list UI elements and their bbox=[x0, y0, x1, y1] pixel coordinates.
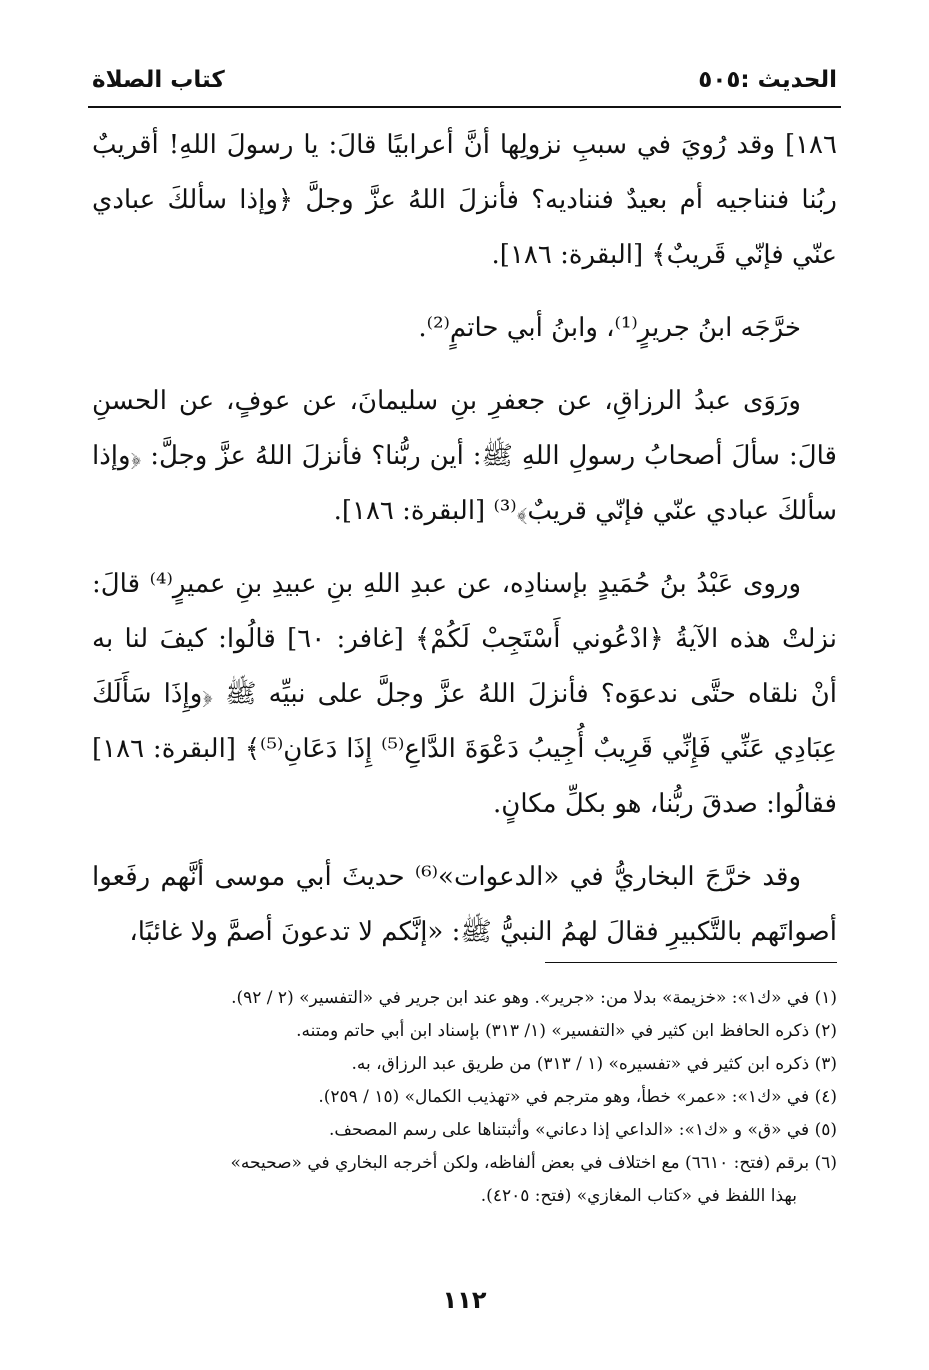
footnote-2: (٢) ذكره الحافظ ابن كثير في «التفسير» (١/ ٣١٣) بإسناد ابن أبي حاتم ومتنه. bbox=[296, 1021, 837, 1041]
book-title: كتاب الصلاة bbox=[92, 67, 225, 93]
paragraph: وروى عَبْدُ بنُ حُمَيدٍ بإسنادِه، عن عبدِ اللهِ بنِ عبيدِ بنِ عميرٍ⁽⁴⁾ قالَ: نزلتْ هذه الآيةُ ﴿ادْعُوني أَسْتَجِبْ لَكُمْ﴾ [غافر: ٦٠] قالُوا: كيفَ لنا به أنْ نلقاه حتَّى ندعوَه؟ فأنزلَ اللهُ عزَّ وجلَّ على نبيِّه ﷺ ﴿وإِذَا سَأَلَكَ عِبَادِي عَنِّي فَإِنِّي قَرِيبٌ أُجِيبُ دَعْوَةَ الدَّاعِ⁽⁵⁾ إِذَا دَعَانِ⁽⁵⁾﴾ [البقرة: ١٨٦] فقالُوا: صدقَ ربُّنا، هو بكلِّ مكانٍ. bbox=[92, 569, 837, 819]
paragraph: وقد خرَّجَ البخاريُّ في «الدعوات»⁽⁶⁾ حديثَ أبي موسى أنَّهم رفَعوا أصواتَهم بالتَّكبيرِ فقالَ لهمُ النبيُّ ﷺ: «إنَّكم لا تدعونَ أصمَّ ولا غائبًا، bbox=[92, 862, 837, 947]
page-number: ١١٢ bbox=[442, 1286, 487, 1314]
paragraph: ١٨٦] وقد رُويَ في سببِ نزولِها أنَّ أعرابيًا قالَ: يا رسولَ اللهِ! أقريبٌ ربُنا فنناجيه أم بعيدٌ فنناديه؟ فأنزلَ اللهُ عزَّ وجلَّ ﴿وإذا سألكَ عبادي عنّي فإنّي قَريبٌ﴾ [البقرة: ١٨٦]. bbox=[92, 130, 837, 270]
footnotes bbox=[92, 982, 837, 1213]
footnote-5: (٥) في «ق» و «ك١»: «الداعي إذا دعاني» وأثبتناها على رسم المصحف. bbox=[328, 1120, 837, 1140]
main-text bbox=[92, 118, 837, 978]
footnote-3: (٣) ذكره ابن كثير في «تفسيره» (١ / ٣١٣) من طريق عبد الرزاق، به. bbox=[351, 1054, 837, 1074]
footnote-6-continuation: بهذا اللفظ في «كتاب المغازي» (فتح: ٤٢٠٥). bbox=[480, 1186, 797, 1206]
footnote-6: (٦) برقم (فتح: ٦٦١٠) مع اختلاف في بعض ألفاظه، ولكن أخرجه البخاري في «صحيحه» bbox=[230, 1153, 837, 1173]
paragraph: ورَوَى عبدُ الرزاقِ، عن جعفرِ بنِ سليمانَ، عن عوفٍ، عن الحسنِ قالَ: سألَ أصحابُ رسولِ اللهِ ﷺ: أين ربُّنا؟ فأنزلَ اللهُ عزَّ وجلَّ: ﴿وإذا سألكَ عبادي عنّي فإنّي قريبٌ﴾⁽³⁾ [البقرة: ١٨٦]. bbox=[92, 386, 837, 526]
hadith-reference: الحديث :٥٠٥ bbox=[698, 67, 837, 93]
paragraph: خرَّجَه ابنُ جريرٍ⁽¹⁾، وابنُ أبي حاتمٍ⁽²⁾. bbox=[418, 313, 801, 343]
footnote-1: (١) في «ك١»: «خزيمة» بدلا من: «جرير». وهو عند ابن جرير في «التفسير» (٢ / ٩٢). bbox=[231, 988, 837, 1008]
header-divider bbox=[88, 106, 841, 108]
running-header bbox=[92, 62, 837, 98]
footnote-4: (٤) في «ك١»: «عمر» خطأ، وهو مترجم في «تهذيب الكمال» (١٥ / ٢٥٩). bbox=[318, 1087, 837, 1107]
footnote-divider bbox=[545, 962, 837, 963]
